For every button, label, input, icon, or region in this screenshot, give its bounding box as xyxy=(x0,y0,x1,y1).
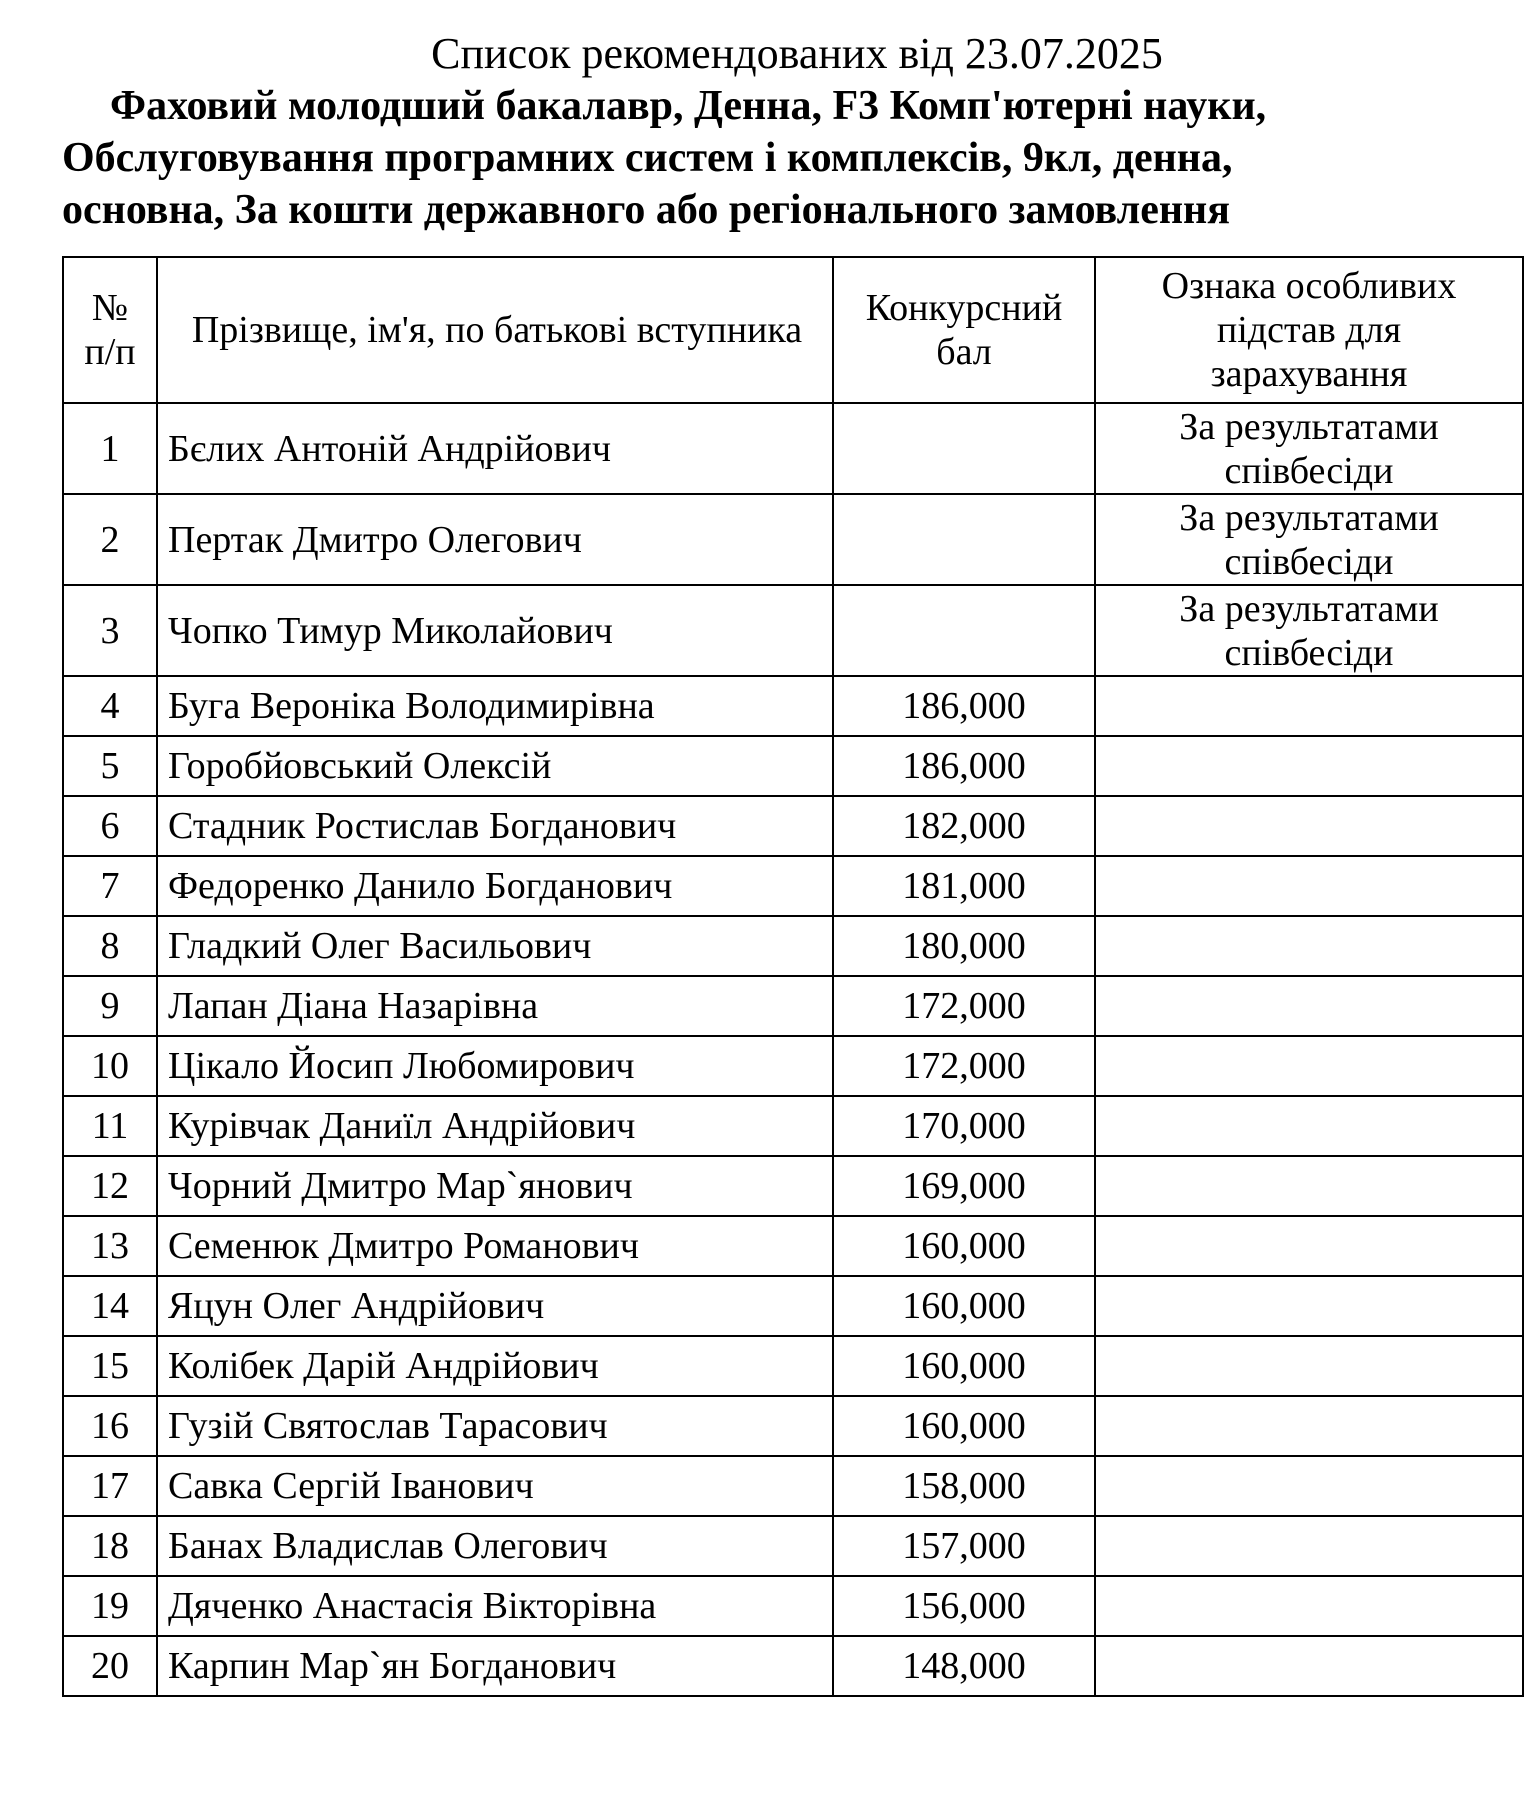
recommended-list-table xyxy=(62,256,1524,1697)
admission-basis xyxy=(1095,976,1523,1036)
competition-score xyxy=(833,494,1095,585)
applicant-name: Стадник Ростислав Богданович xyxy=(157,796,833,856)
admission-basis xyxy=(1095,1156,1523,1216)
table-row xyxy=(63,494,1523,585)
row-number: 13 xyxy=(63,1216,157,1276)
table-row xyxy=(63,1156,1523,1216)
competition-score: 186,000 xyxy=(833,736,1095,796)
table-header-row xyxy=(63,257,1523,403)
applicant-name: Колібек Дарій Андрійович xyxy=(157,1336,833,1396)
column-header-name: Прізвище, ім'я, по батькові вступника xyxy=(157,257,833,403)
competition-score: 181,000 xyxy=(833,856,1095,916)
table-row xyxy=(63,856,1523,916)
admission-basis xyxy=(1095,916,1523,976)
admission-basis xyxy=(1095,1396,1523,1456)
subtitle-line: Фаховий молодший бакалавр, Денна, F3 Комп'ютерні науки, xyxy=(110,83,1267,129)
admission-basis-line: співбесіди xyxy=(1224,631,1394,674)
table-row xyxy=(63,1336,1523,1396)
competition-score: 160,000 xyxy=(833,1336,1095,1396)
table-row xyxy=(63,736,1523,796)
competition-score: 160,000 xyxy=(833,1396,1095,1456)
admission-basis xyxy=(1095,1456,1523,1516)
row-number: 2 xyxy=(63,494,157,585)
admission-basis xyxy=(1095,494,1523,585)
table-row xyxy=(63,1276,1523,1336)
table-row xyxy=(63,1516,1523,1576)
admission-basis xyxy=(1095,1036,1523,1096)
document-header xyxy=(62,28,1522,236)
row-number: 14 xyxy=(63,1276,157,1336)
competition-score: 186,000 xyxy=(833,676,1095,736)
table-row xyxy=(63,403,1523,494)
admission-basis-line: За результатами xyxy=(1179,587,1439,630)
admission-basis xyxy=(1095,676,1523,736)
table-row xyxy=(63,1096,1523,1156)
table-row xyxy=(63,1036,1523,1096)
subtitle-line: основна, За кошти державного або регіонального замовлення xyxy=(62,187,1230,233)
column-header-num: № п/п xyxy=(63,257,157,403)
row-number: 18 xyxy=(63,1516,157,1576)
admission-basis xyxy=(1095,585,1523,676)
applicant-name: Чорний Дмитро Мар`янович xyxy=(157,1156,833,1216)
applicant-name: Банах Владислав Олегович xyxy=(157,1516,833,1576)
table-row xyxy=(63,1216,1523,1276)
row-number: 20 xyxy=(63,1636,157,1696)
applicant-name: Пертак Дмитро Олегович xyxy=(157,494,833,585)
column-header-score: Конкурсний бал xyxy=(833,257,1095,403)
admission-basis xyxy=(1095,403,1523,494)
table-row xyxy=(63,1636,1523,1696)
row-number: 1 xyxy=(63,403,157,494)
competition-score: 182,000 xyxy=(833,796,1095,856)
document-title: Список рекомендованих від 23.07.2025 xyxy=(431,29,1163,78)
row-number: 9 xyxy=(63,976,157,1036)
competition-score xyxy=(833,403,1095,494)
table-row xyxy=(63,916,1523,976)
row-number: 17 xyxy=(63,1456,157,1516)
row-number: 4 xyxy=(63,676,157,736)
competition-score: 172,000 xyxy=(833,1036,1095,1096)
applicant-name: Семенюк Дмитро Романович xyxy=(157,1216,833,1276)
admission-basis xyxy=(1095,1636,1523,1696)
applicant-name: Гладкий Олег Васильович xyxy=(157,916,833,976)
row-number: 6 xyxy=(63,796,157,856)
table-row xyxy=(63,1396,1523,1456)
applicant-name: Цікало Йосип Любомирович xyxy=(157,1036,833,1096)
table-row xyxy=(63,676,1523,736)
competition-score: 158,000 xyxy=(833,1456,1095,1516)
admission-basis-line: За результатами xyxy=(1179,405,1439,448)
admission-basis xyxy=(1095,1216,1523,1276)
applicant-name: Гузій Святослав Тарасович xyxy=(157,1396,833,1456)
admission-basis xyxy=(1095,1276,1523,1336)
admission-basis-line: співбесіди xyxy=(1224,449,1394,492)
competition-score: 148,000 xyxy=(833,1636,1095,1696)
applicant-name: Курівчак Даниїл Андрійович xyxy=(157,1096,833,1156)
row-number: 10 xyxy=(63,1036,157,1096)
competition-score: 172,000 xyxy=(833,976,1095,1036)
competition-score: 180,000 xyxy=(833,916,1095,976)
row-number: 12 xyxy=(63,1156,157,1216)
applicant-name: Федоренко Данило Богданович xyxy=(157,856,833,916)
row-number: 19 xyxy=(63,1576,157,1636)
applicant-name: Карпин Мар`ян Богданович xyxy=(157,1636,833,1696)
admission-basis xyxy=(1095,1336,1523,1396)
applicant-name: Яцун Олег Андрійович xyxy=(157,1276,833,1336)
row-number: 7 xyxy=(63,856,157,916)
admission-basis xyxy=(1095,796,1523,856)
applicant-name: Дяченко Анастасія Вікторівна xyxy=(157,1576,833,1636)
competition-score: 157,000 xyxy=(833,1516,1095,1576)
table-row xyxy=(63,1576,1523,1636)
competition-score: 169,000 xyxy=(833,1156,1095,1216)
row-number: 15 xyxy=(63,1336,157,1396)
table-row xyxy=(63,976,1523,1036)
applicant-name: Буга Вероніка Володимирівна xyxy=(157,676,833,736)
admission-basis-line: співбесіди xyxy=(1224,540,1394,583)
column-header-note: Ознака особливих підстав для зарахування xyxy=(1095,257,1523,403)
document-subtitle xyxy=(62,80,1522,236)
admission-basis xyxy=(1095,1096,1523,1156)
admission-basis xyxy=(1095,856,1523,916)
row-number: 16 xyxy=(63,1396,157,1456)
table-row xyxy=(63,796,1523,856)
row-number: 8 xyxy=(63,916,157,976)
competition-score: 156,000 xyxy=(833,1576,1095,1636)
admission-basis xyxy=(1095,1516,1523,1576)
table-row xyxy=(63,585,1523,676)
row-number: 3 xyxy=(63,585,157,676)
admission-basis xyxy=(1095,1576,1523,1636)
competition-score: 160,000 xyxy=(833,1276,1095,1336)
applicant-name: Горобйовський Олексій xyxy=(157,736,833,796)
competition-score: 160,000 xyxy=(833,1216,1095,1276)
admission-basis xyxy=(1095,736,1523,796)
competition-score xyxy=(833,585,1095,676)
applicant-name: Лапан Діана Назарівна xyxy=(157,976,833,1036)
admission-basis-line: За результатами xyxy=(1179,496,1439,539)
applicant-name: Чопко Тимур Миколайович xyxy=(157,585,833,676)
table-row xyxy=(63,1456,1523,1516)
applicant-name: Савка Сергій Іванович xyxy=(157,1456,833,1516)
competition-score: 170,000 xyxy=(833,1096,1095,1156)
row-number: 11 xyxy=(63,1096,157,1156)
row-number: 5 xyxy=(63,736,157,796)
applicant-name: Бєлих Антоній Андрійович xyxy=(157,403,833,494)
subtitle-line: Обслуговування програмних систем і комплексів, 9кл, денна, xyxy=(62,135,1233,181)
